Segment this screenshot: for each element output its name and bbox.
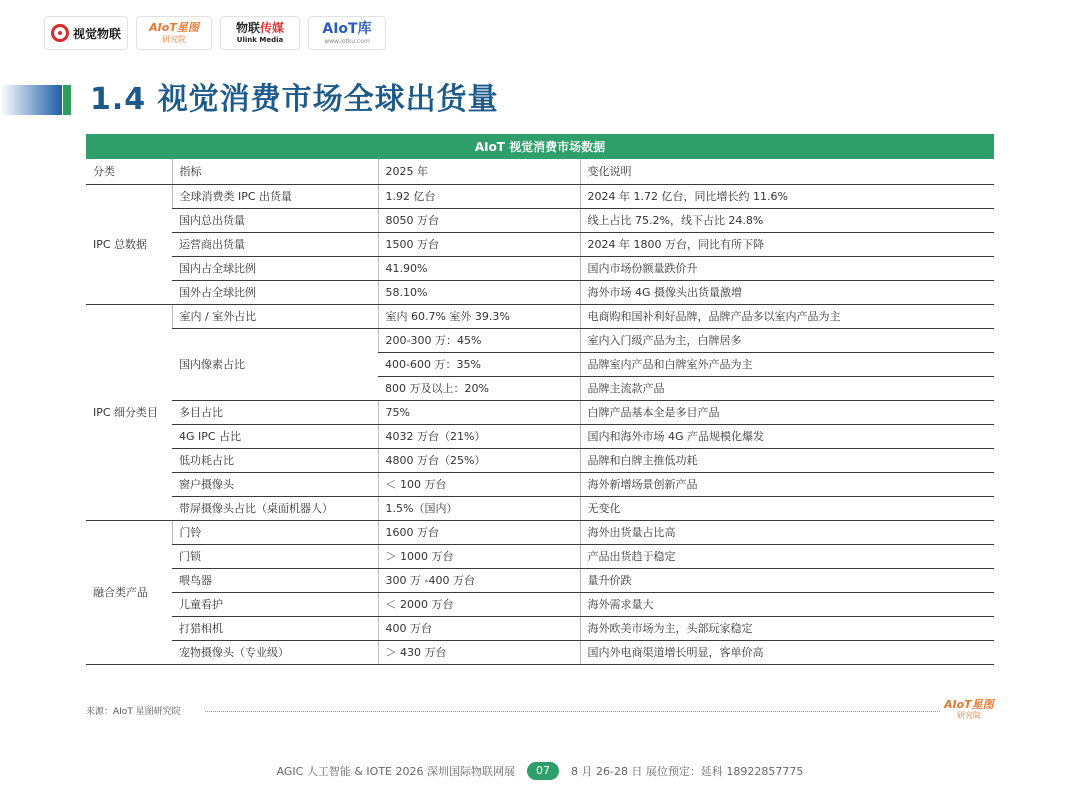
value-cell: 1500 万台 xyxy=(378,232,580,256)
table-row xyxy=(86,184,994,208)
category-cell: IPC 总数据 xyxy=(86,184,172,304)
table-row xyxy=(86,496,994,520)
page-number: 07 xyxy=(527,762,559,780)
indicator-cell: 窗户摄像头 xyxy=(172,472,378,496)
indicator-cell: 打猎相机 xyxy=(172,616,378,640)
title-accent-bar xyxy=(63,85,71,115)
table-row xyxy=(86,472,994,496)
note-cell: 海外市场 4G 摄像头出货量激增 xyxy=(580,280,994,304)
table-header-row xyxy=(86,159,994,184)
eye-logo-icon xyxy=(51,24,69,42)
note-cell: 海外出货量占比高 xyxy=(580,520,994,544)
indicator-cell: 室内 / 室外占比 xyxy=(172,304,378,328)
indicator-cell: 4G IPC 占比 xyxy=(172,424,378,448)
logo-text: 视觉物联 xyxy=(73,26,122,41)
value-cell: 300 万 -400 万台 xyxy=(378,568,580,592)
note-cell: 产品出货趋于稳定 xyxy=(580,544,994,568)
indicator-cell: 国内占全球比例 xyxy=(172,256,378,280)
indicator-cell: 国外占全球比例 xyxy=(172,280,378,304)
note-cell: 无变化 xyxy=(580,496,994,520)
table-row xyxy=(86,256,994,280)
value-cell: 4800 万台（25%） xyxy=(378,448,580,472)
table-row xyxy=(86,208,994,232)
page-title: 1.4 视觉消费市场全球出货量 xyxy=(90,82,499,117)
indicator-cell: 宠物摄像头（专业级） xyxy=(172,640,378,664)
note-cell: 室内入门级产品为主，白牌居多 xyxy=(580,328,994,352)
column-header: 指标 xyxy=(172,159,378,184)
source-divider xyxy=(205,711,940,712)
note-cell: 海外新增场景创新产品 xyxy=(580,472,994,496)
indicator-cell: 喂鸟器 xyxy=(172,568,378,592)
note-cell: 国内市场份额量跌价升 xyxy=(580,256,994,280)
note-cell: 2024 年 1.72 亿台，同比增长约 11.6% xyxy=(580,184,994,208)
indicator-cell: 国内像素占比 xyxy=(172,328,378,400)
indicator-cell: 儿童看护 xyxy=(172,592,378,616)
table-row xyxy=(86,448,994,472)
indicator-cell: 运营商出货量 xyxy=(172,232,378,256)
market-data-table xyxy=(86,134,994,665)
note-cell: 线上占比 75.2%，线下占比 24.8% xyxy=(580,208,994,232)
logo-ulink-media xyxy=(220,16,300,50)
table-row xyxy=(86,616,994,640)
table-row xyxy=(86,568,994,592)
logo-text: AIoT库 xyxy=(322,20,372,37)
note-cell: 品牌主流款产品 xyxy=(580,376,994,400)
value-cell: 200-300 万：45% xyxy=(378,328,580,352)
logo-text: AIoT星图 xyxy=(149,21,199,34)
table-row xyxy=(86,544,994,568)
logo-text: AIoT星图 xyxy=(944,698,994,711)
value-cell: ＜ 2000 万台 xyxy=(378,592,580,616)
value-cell: 8050 万台 xyxy=(378,208,580,232)
logo-shijue-wulian xyxy=(44,16,128,50)
category-cell: IPC 细分类目 xyxy=(86,304,172,520)
note-cell: 国内和海外市场 4G 产品规模化爆发 xyxy=(580,424,994,448)
value-cell: 75% xyxy=(378,400,580,424)
value-cell: 41.90% xyxy=(378,256,580,280)
table-row xyxy=(86,304,994,328)
note-cell: 电商购和国补利好品牌，品牌产品多以室内产品为主 xyxy=(580,304,994,328)
title-decor-bar xyxy=(0,85,62,115)
note-cell: 品牌室内产品和白牌室外产品为主 xyxy=(580,352,994,376)
value-cell: 1600 万台 xyxy=(378,520,580,544)
table-row xyxy=(86,280,994,304)
value-cell: 800 万及以上：20% xyxy=(378,376,580,400)
note-cell: 量升价跌 xyxy=(580,568,994,592)
value-cell: 400-600 万：35% xyxy=(378,352,580,376)
note-cell: 白牌产品基本全是多目产品 xyxy=(580,400,994,424)
indicator-cell: 门铃 xyxy=(172,520,378,544)
table-row xyxy=(86,232,994,256)
note-cell: 海外需求量大 xyxy=(580,592,994,616)
logo-text: 物联传媒 xyxy=(235,21,285,35)
category-cell: 融合类产品 xyxy=(86,520,172,664)
footer-booking: 8 月 26-28 日 展位预定：延科 18922857775 xyxy=(570,765,804,778)
table-row xyxy=(86,400,994,424)
note-cell: 海外欧美市场为主，头部玩家稳定 xyxy=(580,616,994,640)
value-cell: 4032 万台（21%） xyxy=(378,424,580,448)
logo-subtext: Ulink Media xyxy=(236,36,284,44)
value-cell: 1.92 亿台 xyxy=(378,184,580,208)
indicator-cell: 低功耗占比 xyxy=(172,448,378,472)
column-header: 2025 年 xyxy=(378,159,580,184)
value-cell: 400 万台 xyxy=(378,616,580,640)
data-table xyxy=(86,159,994,665)
logo-subtext: 研究院 xyxy=(162,35,186,44)
logo-aiot-ku xyxy=(308,16,386,50)
page-footer xyxy=(0,760,1080,782)
value-cell: ＞ 430 万台 xyxy=(378,640,580,664)
indicator-cell: 门锁 xyxy=(172,544,378,568)
table-row xyxy=(86,424,994,448)
logo-subtext: www.iotku.com xyxy=(324,37,370,45)
table-row xyxy=(86,328,994,352)
note-cell: 2024 年 1800 万台，同比有所下降 xyxy=(580,232,994,256)
partner-logo-bar xyxy=(44,16,386,52)
logo-subtext: 研究院 xyxy=(956,711,981,720)
indicator-cell: 国内总出货量 xyxy=(172,208,378,232)
indicator-cell: 全球消费类 IPC 出货量 xyxy=(172,184,378,208)
source-logo xyxy=(944,698,994,721)
indicator-cell: 多目占比 xyxy=(172,400,378,424)
source-note: 来源：AIoT 星图研究院 xyxy=(86,707,181,717)
table-row xyxy=(86,640,994,664)
column-header: 分类 xyxy=(86,159,172,184)
value-cell: 室内 60.7% 室外 39.3% xyxy=(378,304,580,328)
table-row xyxy=(86,520,994,544)
indicator-cell: 带屏摄像头占比（桌面机器人） xyxy=(172,496,378,520)
column-header: 变化说明 xyxy=(580,159,994,184)
table-row xyxy=(86,592,994,616)
table-caption: AIoT 视觉消费市场数据 xyxy=(86,134,994,159)
note-cell: 国内外电商渠道增长明显，客单价高 xyxy=(580,640,994,664)
value-cell: 58.10% xyxy=(378,280,580,304)
footer-event: AGIC 人工智能 & IOTE 2026 深圳国际物联网展 xyxy=(276,765,515,778)
note-cell: 品牌和白牌主推低功耗 xyxy=(580,448,994,472)
value-cell: 1.5%（国内） xyxy=(378,496,580,520)
logo-aiot-xingtu xyxy=(136,16,212,50)
value-cell: ＜ 100 万台 xyxy=(378,472,580,496)
value-cell: ＞ 1000 万台 xyxy=(378,544,580,568)
